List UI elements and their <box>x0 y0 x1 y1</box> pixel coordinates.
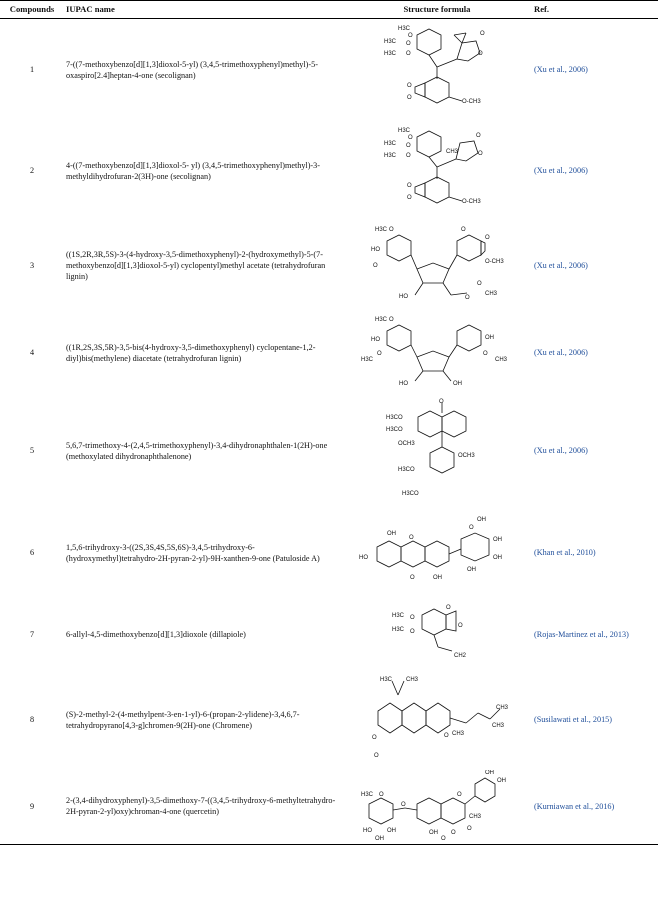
svg-text:O: O <box>407 94 412 101</box>
table-row <box>0 121 658 221</box>
structure-formula-image <box>362 601 512 669</box>
svg-text:O: O <box>406 152 411 159</box>
svg-text:H3C: H3C <box>375 226 388 233</box>
reference: (Xu et al., 2006) <box>534 166 588 175</box>
structure-cell <box>342 311 532 395</box>
svg-text:H3C: H3C <box>384 50 397 57</box>
svg-text:OH: OH <box>387 828 396 835</box>
svg-text:O: O <box>409 534 414 541</box>
svg-text:CH3: CH3 <box>452 730 465 737</box>
svg-text:O: O <box>407 82 412 89</box>
header-compounds: Compounds <box>0 1 64 19</box>
svg-text:O: O <box>441 836 446 843</box>
compound-number: 4 <box>29 348 35 357</box>
svg-text:O-CH3: O-CH3 <box>462 98 481 105</box>
svg-text:HO: HO <box>371 246 380 253</box>
svg-text:HO: HO <box>363 828 372 835</box>
structure-formula-image <box>352 673 522 767</box>
reference: (Rojas-Martinez et al., 2013) <box>534 630 629 639</box>
svg-text:O: O <box>406 50 411 57</box>
structure-cell <box>342 395 532 507</box>
reference: (Xu et al., 2006) <box>534 446 588 455</box>
svg-text:O: O <box>485 234 490 241</box>
table-row <box>0 311 658 395</box>
svg-text:HO: HO <box>359 554 368 561</box>
header-ref: Ref. <box>532 1 658 19</box>
svg-text:OH: OH <box>387 530 396 537</box>
svg-text:H3C: H3C <box>384 140 397 147</box>
svg-text:CH2: CH2 <box>454 652 467 659</box>
compound-number: 6 <box>29 548 35 557</box>
svg-text:O: O <box>374 752 379 759</box>
svg-text:H3C: H3C <box>361 792 374 799</box>
compound-number: 5 <box>29 446 35 455</box>
iupac-name: (S)-2-methyl-2-(4-methylpent-3-en-1-yl)-6-(propan-2-ylidene)-3,4,6,7-tetrahydropyrano[4,3-g]chromen-9(2H)-one (Chromene) <box>66 709 300 730</box>
reference: (Kurniawan et al., 2016) <box>532 769 658 845</box>
reference: (Khan et al., 2010) <box>534 548 596 557</box>
svg-text:OH: OH <box>497 778 506 785</box>
svg-text:O: O <box>372 734 377 741</box>
svg-text:O-CH3: O-CH3 <box>462 198 481 205</box>
table-row <box>0 395 658 507</box>
header-structure: Structure formula <box>342 1 532 19</box>
svg-text:O: O <box>408 134 413 141</box>
svg-text:OH: OH <box>429 830 438 837</box>
table-row <box>0 19 658 121</box>
svg-text:O: O <box>465 294 470 301</box>
reference: (Susilawati et al., 2015) <box>534 715 612 724</box>
svg-text:O: O <box>483 350 488 357</box>
svg-text:O: O <box>410 574 415 581</box>
svg-text:H3CO: H3CO <box>398 466 415 473</box>
svg-text:O: O <box>410 628 415 635</box>
compound-number: 8 <box>29 715 35 724</box>
iupac-name: 4-((7-methoxybenzo[d][1,3]dioxol-5- yl) (3,4,5-trimethoxyphenyl)methyl)-3-methyldihydrofuran-2(3H)-one (secolignan) <box>66 160 320 181</box>
svg-text:O: O <box>401 802 406 809</box>
svg-text:H3C: H3C <box>384 152 397 159</box>
svg-text:OCH3: OCH3 <box>458 452 475 459</box>
svg-text:H3CO: H3CO <box>386 426 403 433</box>
svg-text:HO: HO <box>399 293 408 300</box>
svg-text:O: O <box>477 280 482 287</box>
svg-text:O: O <box>439 398 444 405</box>
svg-text:O: O <box>389 316 394 323</box>
table-row <box>0 671 658 769</box>
svg-text:O: O <box>446 604 451 611</box>
svg-text:CH3: CH3 <box>406 676 419 683</box>
reference: (Xu et al., 2006) <box>534 261 588 270</box>
header-row <box>0 1 658 19</box>
svg-text:OH: OH <box>493 536 502 543</box>
svg-text:O: O <box>373 262 378 269</box>
svg-text:OH: OH <box>467 566 476 573</box>
svg-text:CH3: CH3 <box>485 290 498 297</box>
svg-text:H3C: H3C <box>380 676 393 683</box>
structure-cell <box>342 671 532 769</box>
table-row <box>0 599 658 671</box>
iupac-name: 1,5,6-trihydroxy-3-((2S,3S,4S,5S,6S)-3,4,5-trihydroxy-6-(hydroxymethyl)tetrahydro-2H-pyran-2-yl)-9H-xanthen-9-one (Patuloside A) <box>66 542 320 563</box>
compound-number: 3 <box>29 261 35 270</box>
svg-text:OH: OH <box>477 516 486 523</box>
svg-text:H3C: H3C <box>375 316 388 323</box>
svg-text:CH3: CH3 <box>496 704 509 711</box>
compound-number: 2 <box>29 166 35 175</box>
svg-text:OH: OH <box>493 554 502 561</box>
iupac-name: 7-((7-methoxybenzo[d][1,3]dioxol-5-yl) (3,4,5-trimethoxyphenyl)methyl)-5-oxaspiro[2.4]heptan-4-one (secolignan) <box>66 59 318 80</box>
svg-text:OH: OH <box>485 770 494 777</box>
structure-cell <box>342 507 532 599</box>
svg-text:O: O <box>480 30 485 37</box>
svg-text:O: O <box>478 150 483 157</box>
structure-formula-image <box>357 313 517 393</box>
structure-formula-image <box>357 770 517 842</box>
structure-cell <box>342 19 532 121</box>
table-row <box>0 769 658 845</box>
structure-cell <box>342 599 532 671</box>
structure-formula-image <box>362 21 512 119</box>
svg-text:O: O <box>410 614 415 621</box>
iupac-name: ((1S,2R,3R,5S)-3-(4-hydroxy-3,5-dimethoxyphenyl)-2-(hydroxymethyl)-5-(7-methoxybenzo[d][1,3]dioxol-5-yl) cyclopentyl)methyl acetate (tetrahydrofuran lignin) <box>66 250 326 281</box>
reference: (Xu et al., 2006) <box>534 348 588 357</box>
iupac-name: 5,6,7-trimethoxy-4-(2,4,5-trimethoxyphenyl)-3,4-dihydronaphthalen-1(2H)-one (methoxylated dihydronaphthalenone) <box>66 440 328 461</box>
table-row <box>0 221 658 311</box>
structure-formula-image <box>357 223 517 309</box>
svg-text:O: O <box>408 32 413 39</box>
svg-text:O: O <box>379 792 384 799</box>
svg-text:O: O <box>406 40 411 47</box>
structure-cell <box>342 121 532 221</box>
svg-text:OH: OH <box>375 836 384 843</box>
svg-text:O: O <box>458 622 463 629</box>
svg-text:HO: HO <box>399 380 408 387</box>
header-iupac: IUPAC name <box>64 1 342 19</box>
iupac-name: ((1R,2S,3S,5R)-3,5-bis(4-hydroxy-3,5-dimethoxyphenyl) cyclopentane-1,2-diyl)bis(methylene) diacetate (tetrahydrofuran lignin) <box>66 342 316 363</box>
svg-text:OH: OH <box>433 574 442 581</box>
compound-number: 7 <box>29 630 35 639</box>
svg-text:O: O <box>407 182 412 189</box>
svg-text:O: O <box>451 830 456 837</box>
svg-text:CH3: CH3 <box>446 148 459 155</box>
svg-text:O: O <box>467 826 472 833</box>
compound-number: 9 <box>0 769 64 845</box>
svg-text:H3C: H3C <box>398 25 411 32</box>
svg-text:O: O <box>457 792 462 799</box>
table-row <box>0 507 658 599</box>
iupac-name: 2-(3,4-dihydroxyphenyl)-3,5-dimethoxy-7-((3,4,5-trihydroxy-6-methyltetrahydro-2H-pyran-2-yl)oxy)chroman-4-one (quercetin) <box>64 769 342 845</box>
svg-text:HO: HO <box>371 336 380 343</box>
svg-text:O: O <box>478 50 483 57</box>
svg-text:H3C: H3C <box>392 626 405 633</box>
svg-text:O: O <box>476 132 481 139</box>
svg-text:O: O <box>377 350 382 357</box>
compound-number: 1 <box>29 65 35 75</box>
svg-text:H3C: H3C <box>398 127 411 134</box>
svg-text:H3CO: H3CO <box>402 490 419 497</box>
svg-text:O: O <box>444 732 449 739</box>
svg-text:OCH3: OCH3 <box>398 440 415 447</box>
structure-formula-image <box>357 509 517 597</box>
structure-formula-image <box>362 123 512 219</box>
structure-formula-image <box>362 397 512 505</box>
svg-text:CH3: CH3 <box>469 814 482 821</box>
svg-text:O: O <box>469 524 474 531</box>
iupac-name: 6-allyl-4,5-dimethoxybenzo[d][1,3]dioxole (dillapiole) <box>66 630 246 639</box>
svg-text:O: O <box>407 194 412 201</box>
structure-cell <box>342 221 532 311</box>
svg-text:CH3: CH3 <box>492 722 505 729</box>
svg-text:OH: OH <box>453 380 462 387</box>
svg-text:H3C: H3C <box>392 612 405 619</box>
svg-text:O: O <box>461 226 466 233</box>
svg-text:O: O <box>389 226 394 233</box>
svg-text:H3C: H3C <box>384 38 397 45</box>
svg-text:CH3: CH3 <box>495 356 508 363</box>
svg-text:H3C: H3C <box>361 356 374 363</box>
svg-text:O-CH3: O-CH3 <box>485 258 504 265</box>
structure-cell <box>342 769 532 845</box>
svg-text:H3CO: H3CO <box>386 414 403 421</box>
svg-text:OH: OH <box>485 334 494 341</box>
reference: (Xu et al., 2006) <box>534 65 588 75</box>
svg-text:O: O <box>406 142 411 149</box>
